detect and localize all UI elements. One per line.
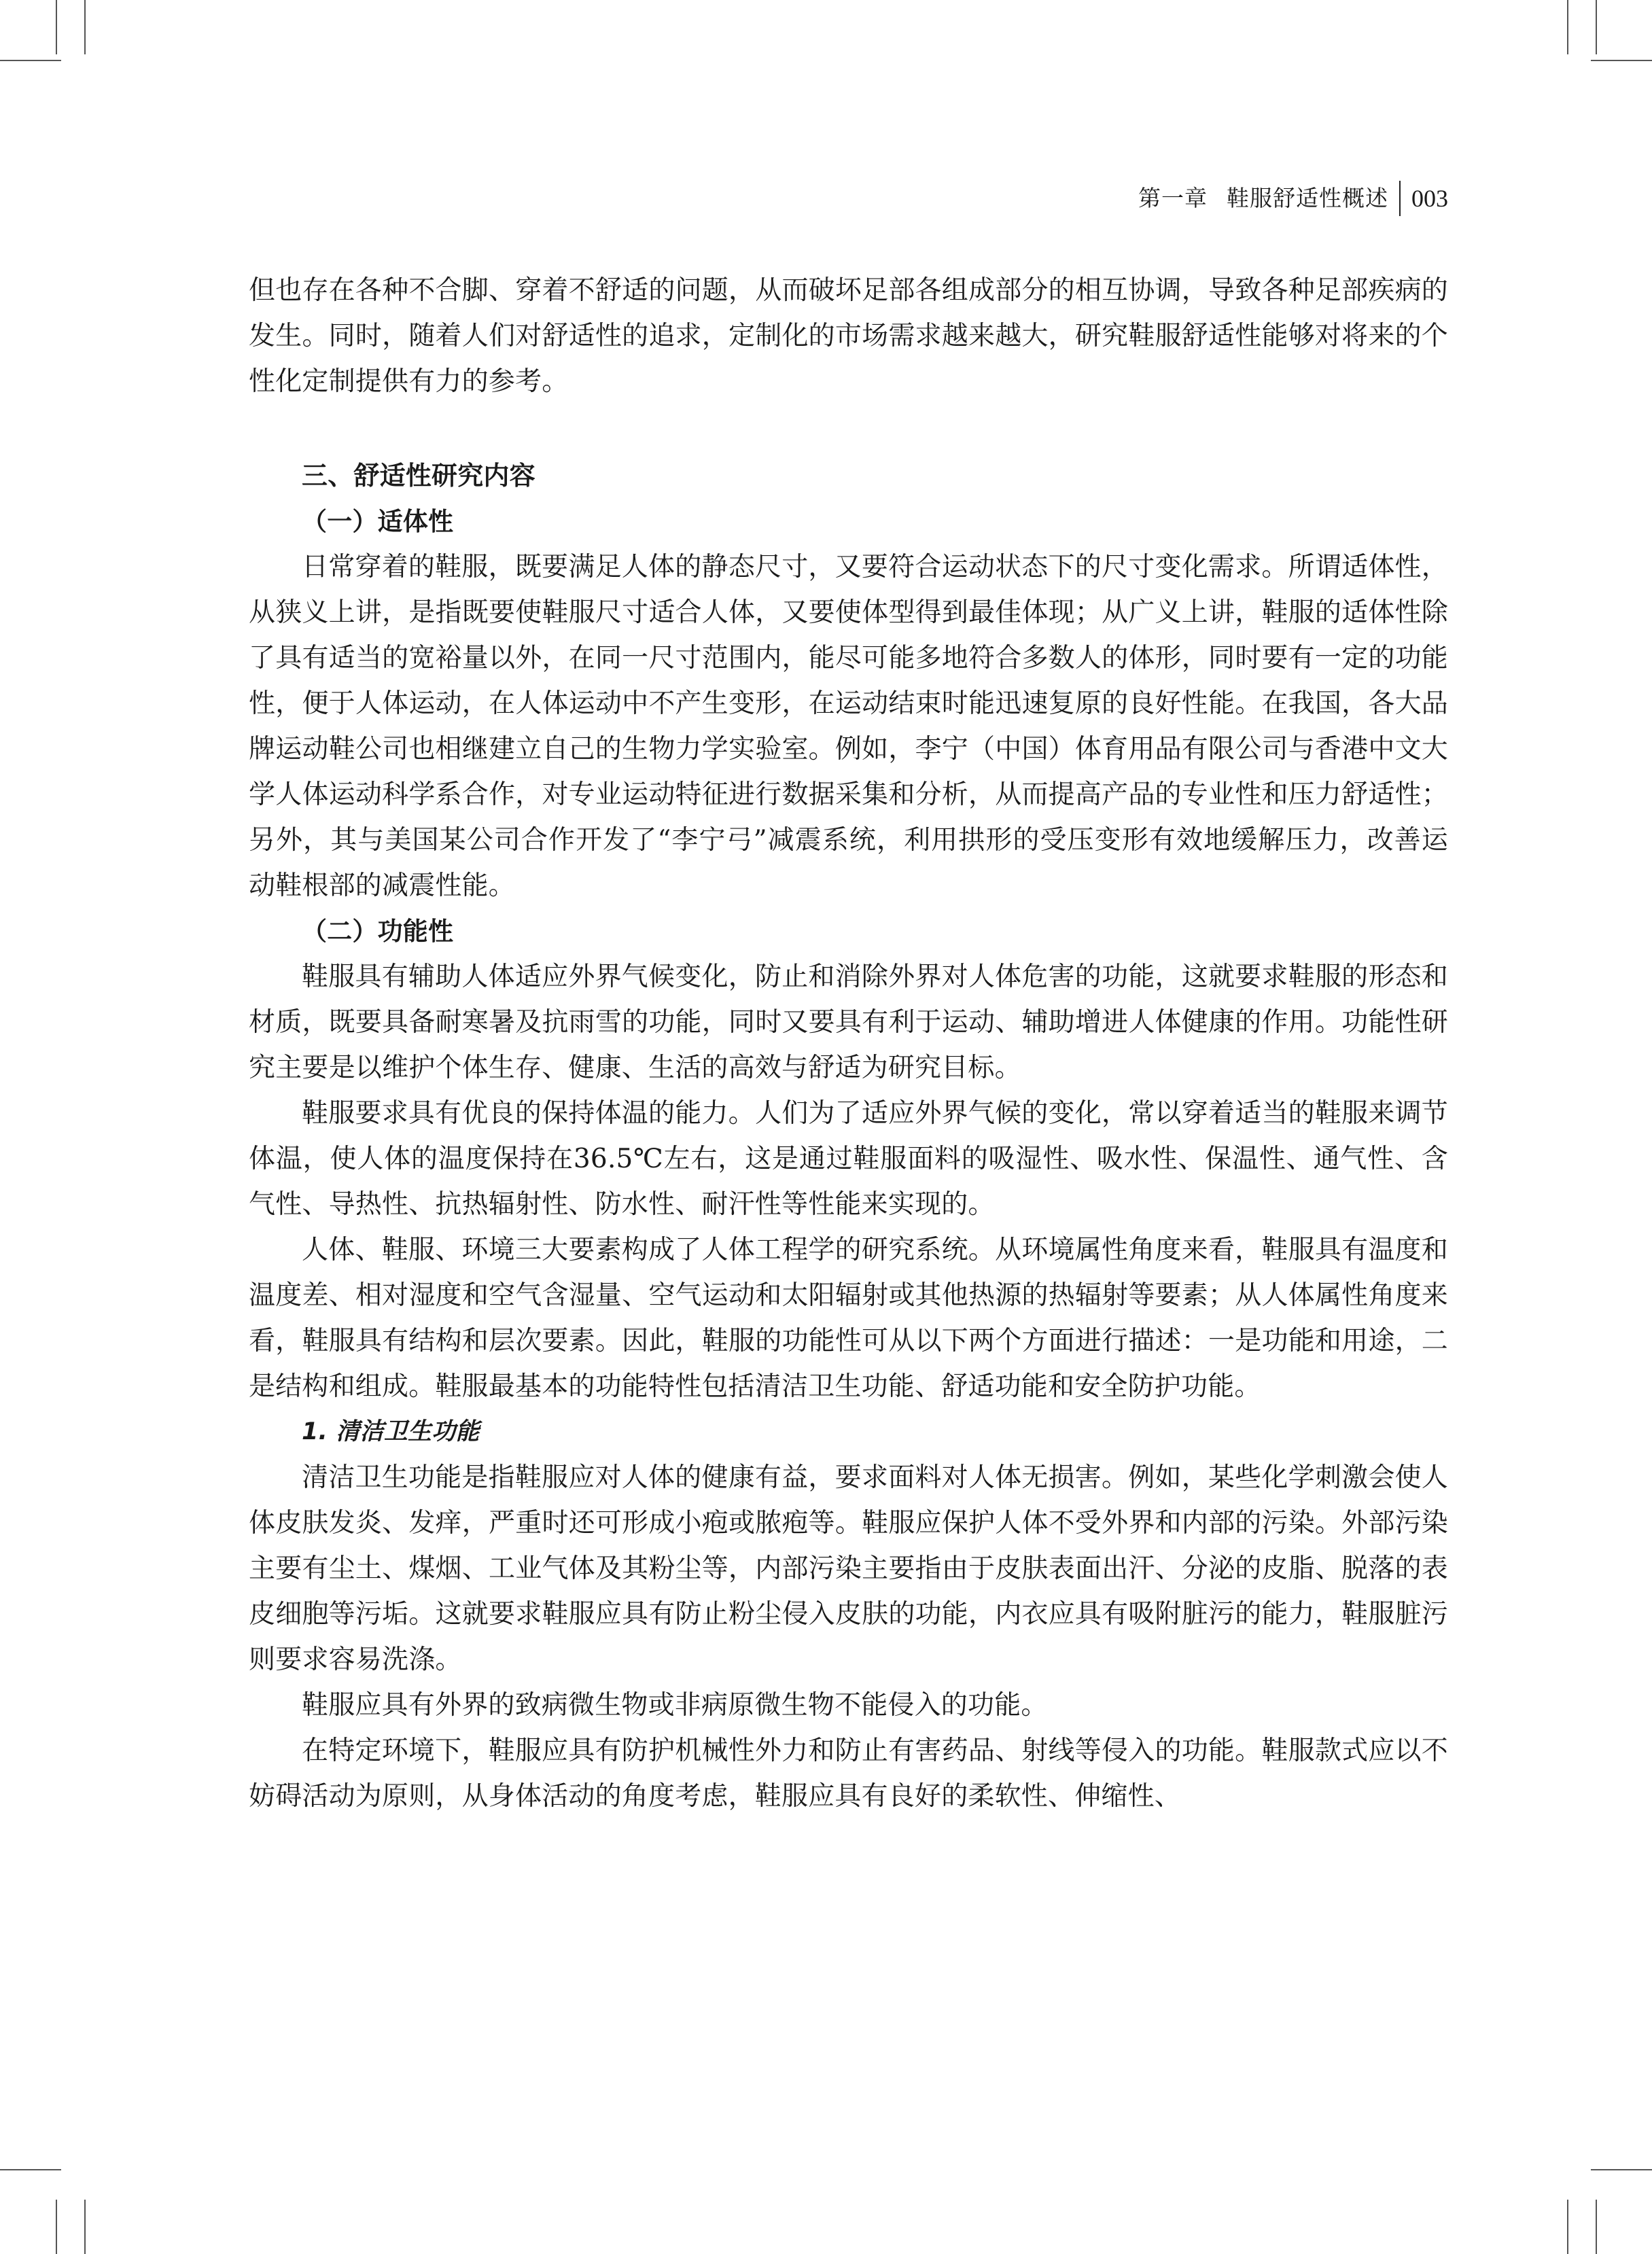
paragraph-function-2: 鞋服要求具有优良的保持体温的能力。人们为了适应外界气候的变化，常以穿着适当的鞋服来调节体温，使人体的温度保持在36.5℃左右，这是通过鞋服面料的吸湿性、吸水性、保温性、通气性、含气性、导热性、抗热辐射性、防水性、耐汗性等性能来实现的。 <box>249 1098 1448 1220</box>
crop-mark-bottom-right-vertical-inner <box>1596 2200 1597 2254</box>
running-head-title: 鞋服舒适性概述 <box>1227 185 1388 211</box>
running-head-divider <box>1399 181 1401 216</box>
crop-mark-bottom-left-horizontal <box>0 2169 61 2170</box>
section-heading: 三、舒适性研究内容 <box>302 461 535 491</box>
paragraph-function-1: 鞋服具有辅助人体适应外界气候变化，防止和消除外界对人体危害的功能，这就要求鞋服的形态和材质，既要具备耐寒暑及抗雨雪的功能，同时又要具有利于运动、辅助增进人体健康的作用。功能性研究主要是以维护个体生存、健康、生活的高效与舒适为研究目标。 <box>249 962 1448 1083</box>
crop-mark-bottom-left-vertical-inner <box>84 2200 86 2254</box>
crop-mark-top-left-horizontal <box>0 60 61 61</box>
page-number: 003 <box>1411 185 1448 212</box>
item-heading-hygiene: 1. 清洁卫生功能 <box>302 1418 480 1445</box>
subsection-heading-function: （二）功能性 <box>302 917 454 946</box>
crop-mark-bottom-right-vertical <box>1567 2200 1568 2254</box>
page-body <box>249 268 1448 1819</box>
crop-mark-top-right-vertical <box>1567 0 1568 54</box>
paragraph-fit: 日常穿着的鞋服，既要满足人体的静态尺寸，又要符合运动状态下的尺寸变化需求。所谓适体性，从狭义上讲，是指既要使鞋服尺寸适合人体，又要使体型得到最佳体现；从广义上讲，鞋服的适体性除了具有适当的宽裕量以外，在同一尺寸范围内，能尽可能多地符合多数人的体形，同时要有一定的功能性，便于人体运动，在人体运动中不产生变形，在运动结束时能迅速复原的良好性能。在我国，各大品牌运动鞋公司也相继建立自己的生物力学实验室。例如，李宁（中国）体育用品有限公司与香港中文大学人体运动科学系合作，对专业运动特征进行数据采集和分析，从而提高产品的专业性和压力舒适性；另外，其与美国某公司合作开发了“李宁弓”减震系统，利用拱形的受压变形有效地缓解压力，改善运动鞋根部的减震性能。 <box>249 552 1448 901</box>
subsection-heading-fit: （一）适体性 <box>302 507 454 536</box>
paragraph-function-3: 人体、鞋服、环境三大要素构成了人体工程学的研究系统。从环境属性角度来看，鞋服具有温度和温度差、相对湿度和空气含湿量、空气运动和太阳辐射或其他热源的热辐射等要素；从人体属性角度来看，鞋服具有结构和层次要素。因此，鞋服的功能性可从以下两个方面进行描述：一是功能和用途，二是结构和组成。鞋服最基本的功能特性包括清洁卫生功能、舒适功能和安全防护功能。 <box>249 1235 1448 1402</box>
continuation-paragraph: 但也存在各种不合脚、穿着不舒适的问题，从而破坏足部各组成部分的相互协调，导致各种足部疾病的发生。同时，随着人们对舒适性的追求，定制化的市场需求越来越大，研究鞋服舒适性能够对将来的个性化定制提供有力的参考。 <box>249 275 1448 397</box>
paragraph-hygiene-1: 清洁卫生功能是指鞋服应对人体的健康有益，要求面料对人体无损害。例如，某些化学刺激会使人体皮肤发炎、发痒，严重时还可形成小疱或脓疱等。鞋服应保护人体不受外界和内部的污染。外部污染主要有尘土、煤烟、工业气体及其粉尘等，内部污染主要指由于皮肤表面出汗、分泌的皮脂、脱落的表皮细胞等污垢。这就要求鞋服应具有防止粉尘侵入皮肤的功能，内衣应具有吸附脏污的能力，鞋服脏污则要求容易洗涤。 <box>249 1462 1448 1675</box>
paragraph-hygiene-2: 鞋服应具有外界的致病微生物或非病原微生物不能侵入的功能。 <box>302 1690 1048 1721</box>
running-head-chapter: 第一章 <box>1138 185 1208 211</box>
crop-mark-top-right-vertical-inner <box>1596 0 1597 54</box>
crop-mark-top-left-vertical-inner <box>84 0 86 54</box>
paragraph-hygiene-3: 在特定环境下，鞋服应具有防护机械性外力和防止有害药品、射线等侵入的功能。鞋服款式应以不妨碍活动为原则，从身体活动的角度考虑，鞋服应具有良好的柔软性、伸缩性、 <box>249 1736 1448 1812</box>
running-head <box>1138 178 1448 219</box>
crop-mark-top-right-horizontal <box>1591 60 1652 61</box>
crop-mark-bottom-left-vertical <box>56 2200 57 2254</box>
crop-mark-bottom-right-horizontal <box>1591 2169 1652 2170</box>
crop-mark-top-left-vertical <box>56 0 57 54</box>
